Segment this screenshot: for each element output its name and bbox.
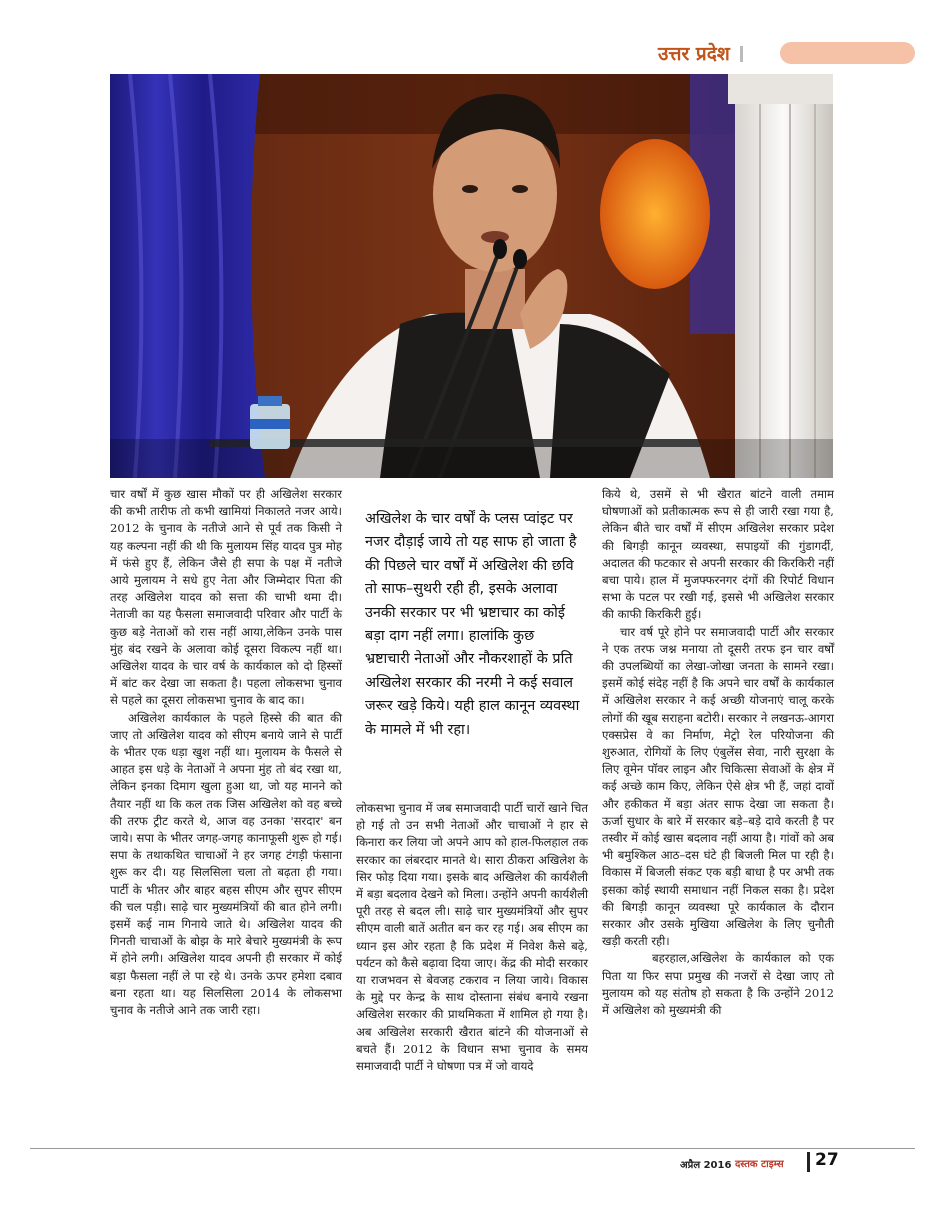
paragraph: अखिलेश कार्यकाल के पहले हिस्से की बात की जाए तो अखिलेश यादव को सीएम बनाये जाने से पार्टी के भीतर एक धड़ा खुश नहीं था। मुलायम के फैसले से आहत इस धड़े के नेताओं ने अपना मुंह तो बंद रखा था, लेकिन इनका दिमाग खुला हुआ था, जो यह मानने को तैयार नहीं था कि कल तक जिस अखिलेश को वह बच्चे की तरफ ट्रीट करते थे, आज वह उनका 'सरदार' बन जाये। सपा के भीतर जगह-जगह कानाफूसी शुरू हो गई। सपा के तथाकथित चाचाओं ने हर जगह टंगड़ी फंसाना शुरू कर दी। यह सिलसिला चला तो बढ़ता ही गया। पार्टी के भीतर और बाहर बहस सीएम और सुपर सीएम की चल पड़ी। साढ़े चार मुख्यमंत्रियों की बात होने लगी। इसमें कई नाम गिनाये जाते थे। अखिलेश यादव की गिनती चाचाओं के बोझ के मारे बेचारे मुख्यमंत्री के रूप में होने लगी। अखिलेश यादव अपनी ही सरकार में कोई बड़ा फैसला नहीं ले पा रहे थे। उनके ऊपर हमेशा दबाव बना रहता था। यह सिलसिला 2014 के लोकसभा चुनाव के नतीजे आने तक जारी रहा। bbox=[110, 710, 342, 1018]
paragraph: चार वर्षों में कुछ खास मौकों पर ही अखिलेश सरकार की कभी तारीफ तो कभी खामियां निकालते नजर आये। 2012 के चुनाव के नतीजे आने से पूर्व तक किसी ने यह कल्पना नहीं की थी कि मुलायम सिंह यादव पुत्र मोह में फंसे हुए हैं, लेकिन जैसे ही सपा के पक्ष में नतीजे आये मुलायम ने सधे हुए नेता और जिम्मेदार पिता की तरह अखिलेश यादव को सत्ता की चाभी थमा दी। नेताजी का यह फैसला समाजवादी परिवार और पार्टी के कुछ बड़े नेताओं को रास नहीं आया,लेकिन उनके पास मुंह बंद रखने के अलावा कोई दूसरा विकल्प नहीं था। अखिलेश यादव के चार वर्ष के कार्यकाल को दो हिस्सों में बांट कर देखा जा सकता है। पहला लोकसभा चुनाव से पहले का दूसरा लोकसभा चुनाव के बाद का। bbox=[110, 487, 342, 708]
footer-divider bbox=[30, 1148, 915, 1149]
section-title: उत्तर प्रदेश bbox=[658, 43, 730, 65]
issue-date: अप्रैल 2016 bbox=[680, 1160, 732, 1171]
paragraph: बहरहाल,अखिलेश के कार्यकाल को एक पिता या फिर सपा प्रमुख की नजरों से देखा जाए तो मुलायम को यह संतोष हो सकता है कि उन्होंने 2012 में अखिलेश को मुख्यमंत्री की bbox=[602, 951, 834, 1018]
paragraph: किये थे, उसमें से भी खैरात बांटने वाली तमाम घोषणाओं को प्रतीकात्मक रूप से ही जारी रखा गया है, लेकिन बीते चार वर्षों में सीएम अखिलेश सरकार प्रदेश की बिगड़ी कानून व्यवस्था, सपाइयों की गुंडागर्दी, अदालत की फटकार से अपनी सरकार की किरकिरी नहीं बचा पाये। हाल में मुजफ्फरनगर दंगों की रिपोर्ट विधान सभा के पटल पर रखी गई, इससे भी अखिलेश सरकार की काफी किरकिरी हुई। bbox=[602, 487, 834, 622]
page-number: 27 bbox=[815, 1150, 839, 1170]
pull-quote: अखिलेश के चार वर्षों के प्लस प्वांइट पर नजर दौड़ाई जाये तो यह साफ हो जाता है की पिछले चार वर्षों में अखिलेश की छवि तो साफ–सुथरी रही ही, इसके अलावा उनकी सरकार पर भी भ्रष्टाचार का कोई बड़ा दाग नहीं लगा। हालांकि कुछ भ्रष्टाचारी नेताओं और नौकरशाहों के प्रति अखिलेश सरकार की नरमी ने कई सवाल जरूर खड़े किये। यही हाल कानून व्यवस्था के मामले में भी रहा। bbox=[365, 511, 580, 738]
article-column-2 bbox=[356, 800, 588, 1075]
footer-separator bbox=[807, 1152, 810, 1172]
article-column-3 bbox=[602, 486, 834, 1019]
section-decoration bbox=[780, 42, 915, 64]
paragraph: लोकसभा चुनाव में जब समाजवादी पार्टी चारों खाने चित हो गई तो उन सभी नेताओं और चाचाओं ने हार से किनारा कर लिया जो अपने आप को हाल-फिलहाल तक सरकार का लंबरदार मानते थे। सारा ठीकरा अखिलेश के सिर फोड़ दिया गया। इसके बाद अखिलेश की कार्यशैली में बड़ा बदलाव देखने को मिला। उन्होंने अपनी कार्यशैली पूरी तरह से बदल ली। साढ़े चार मुख्यमंत्रियों और सुपर सीएम वाली बातें अतीत बन कर रह गई। अब सीएम का ध्यान इस ओर रहता है कि प्रदेश में निवेश कैसे बढ़े, पर्यटन को कैसे बढ़ावा दिया जाए। केंद्र की मोदी सरकार या राजभवन से बेवजह टकराव न लिया जाये। विकास के मुद्दे पर केन्द्र के साथ दोस्ताना संबंध बनाये रखना अखिलेश सरकार की प्राथमिकता में शामिल हो गया है। अब अखिलेश सरकारी खैरात बांटने की योजनाओं से बचते हैं। 2012 के विधान सभा चुनाव के समय समाजवादी पार्टी ने घोषणा पत्र में जो वायदे bbox=[356, 801, 588, 1074]
article-column-1 bbox=[110, 486, 342, 1019]
article-photo bbox=[110, 74, 833, 478]
paragraph: चार वर्ष पूरे होने पर समाजवादी पार्टी और सरकार ने एक तरफ जश्न मनाया तो दूसरी तरफ इन चार वर्षों की उपलब्धियों का लेखा-जोखा जनता के सामने रखा। इसमें कोई संदेह नहीं है कि अपने चार वर्षों के कार्यकाल में अखिलेश सरकार ने कई अच्छी योजनाएं चालू करके लोगों की खूब सराहना बटोरी। सरकार ने लखनऊ-आगरा एक्सप्रेस वे का निर्माण, मेट्रो रेल परियोजना की शुरुआत, रोगियों के लिए एंबुलेंस सेवा, नारी सुरक्षा के लिए वूमेन पॉवर लाइन और चिकित्सा सेवाओं के क्षेत्र में कई अच्छे काम किए, लेकिन ऐसे क्षेत्र भी हैं, जहां दावों और हकीकत में बड़ा अंतर साफ देखा जा सकता है। ऊर्जा सुधार के बारे में सरकार बड़े–बड़े दावे करती है पर तस्वीर में कोई खास बदलाव नहीं आया है। गांवों को अब भी बमुश्किल आठ–दस घंटे ही बिजली मिल पा रही है। विकास में बिजली संकट एक बड़ी बाधा है पर अभी तक इसका कोई स्थायी समाधान नहीं निकल सका है। प्रदेश की बिगड़ी कानून व्यवस्था पूरे कार्यकाल के दौरान सरकार और उसके मुखिया अखिलेश के लिए चुनौती खड़ी करती रही। bbox=[602, 624, 834, 949]
magazine-logo: दस्तक टाइम्स bbox=[735, 1159, 784, 1170]
section-divider bbox=[740, 46, 743, 62]
